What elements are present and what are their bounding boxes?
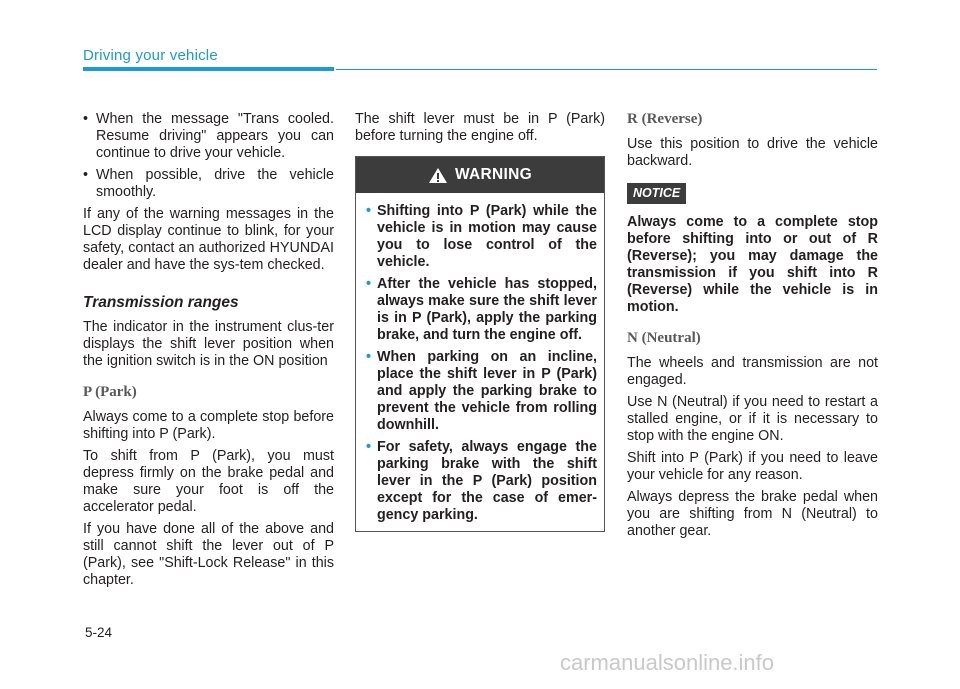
paragraph-reverse: Use this position to drive the vehicle backward. <box>627 136 878 169</box>
section-title: Driving your vehicle <box>83 47 218 64</box>
watermark: carmanualsonline.info <box>560 650 775 675</box>
paragraph-shift-lever: The shift lever must be in P (Park) before turning the engine off. <box>355 111 605 144</box>
warning-item <box>366 439 597 524</box>
paragraph-warning-messages: If any of the warning messages in the LCD display continue to blink, for your safety, contact an authorized HYUNDAI dealer and have the sys-tem checked. <box>83 206 334 273</box>
column-left <box>83 111 334 594</box>
column-middle <box>355 111 605 150</box>
warning-triangle-icon <box>428 167 448 184</box>
paragraph-park-1: Always come to a complete stop before shifting into P (Park). <box>83 409 334 442</box>
warning-box <box>355 156 605 532</box>
header-rule-thin <box>336 69 877 70</box>
bullet-item: • When the message "Trans cooled. Resume driving" appears you can continue to drive your vehicle. <box>83 111 334 162</box>
warning-item <box>366 276 597 344</box>
header-rule-thick <box>83 67 334 71</box>
page-number: 5-24 <box>85 625 113 640</box>
bullet-dot-icon: • <box>366 349 372 365</box>
column-right <box>627 111 878 545</box>
heading-neutral: N (Neutral) <box>627 330 701 346</box>
warning-title: WARNING <box>454 166 532 183</box>
paragraph-park-3: If you have done all of the above and still cannot shift the lever out of P (Park), see "Shift-Lock Release" in this chapter. <box>83 521 334 588</box>
bullet-item: • When possible, drive the vehicle smoothly. <box>83 167 334 201</box>
warning-item-text: For safety, always engage the parking brake with the shift lever in the P (Park) position except for the case of emer-gency parking. <box>377 439 597 523</box>
warning-item-text: Shifting into P (Park) while the vehicle is in motion may cause you to lose control of the vehicle. <box>377 203 597 270</box>
paragraph-neutral-3: Shift into P (Park) if you need to leave your vehicle for any reason. <box>627 450 878 483</box>
paragraph-indicator: The indicator in the instrument clus-ter displays the shift lever position when the ignition switch is in the ON position <box>83 319 334 369</box>
paragraph-neutral-1: The wheels and transmission are not engaged. <box>627 355 878 388</box>
bullet-dot-icon: • <box>366 439 372 455</box>
bullet-dot-icon: • <box>366 276 372 292</box>
bullet-dot-icon: • <box>366 203 372 219</box>
heading-park: P (Park) <box>83 384 137 400</box>
warning-item <box>366 203 597 271</box>
warning-item <box>366 349 597 434</box>
paragraph-park-2: To shift from P (Park), you must depress firmly on the brake pedal and make sure your foot is off the accelerator pedal. <box>83 448 334 515</box>
paragraph-neutral-4: Always depress the brake pedal when you are shifting from N (Neutral) to another gear. <box>627 489 878 539</box>
heading-reverse: R (Reverse) <box>627 111 703 127</box>
notice-text: Always come to a complete stop before shifting into or out of R (Reverse); you may damage the transmission if you shift into R (Reverse) while the vehicle is in motion. <box>627 214 878 315</box>
warning-item-text: After the vehicle has stopped, always make sure the shift lever is in P (Park), apply the parking brake, and turn the engine off. <box>377 276 597 343</box>
notice-badge: NOTICE <box>627 183 686 204</box>
warning-body <box>356 193 604 524</box>
warning-header <box>356 157 604 193</box>
paragraph-neutral-2: Use N (Neutral) if you need to restart a stalled engine, or if it is necessary to stop with the engine ON. <box>627 394 878 444</box>
heading-transmission-ranges: Transmission ranges <box>83 294 239 311</box>
warning-item-text: When parking on an incline, place the shift lever in P (Park) and apply the parking brake to prevent the vehicle from rolling downhill. <box>377 349 597 433</box>
